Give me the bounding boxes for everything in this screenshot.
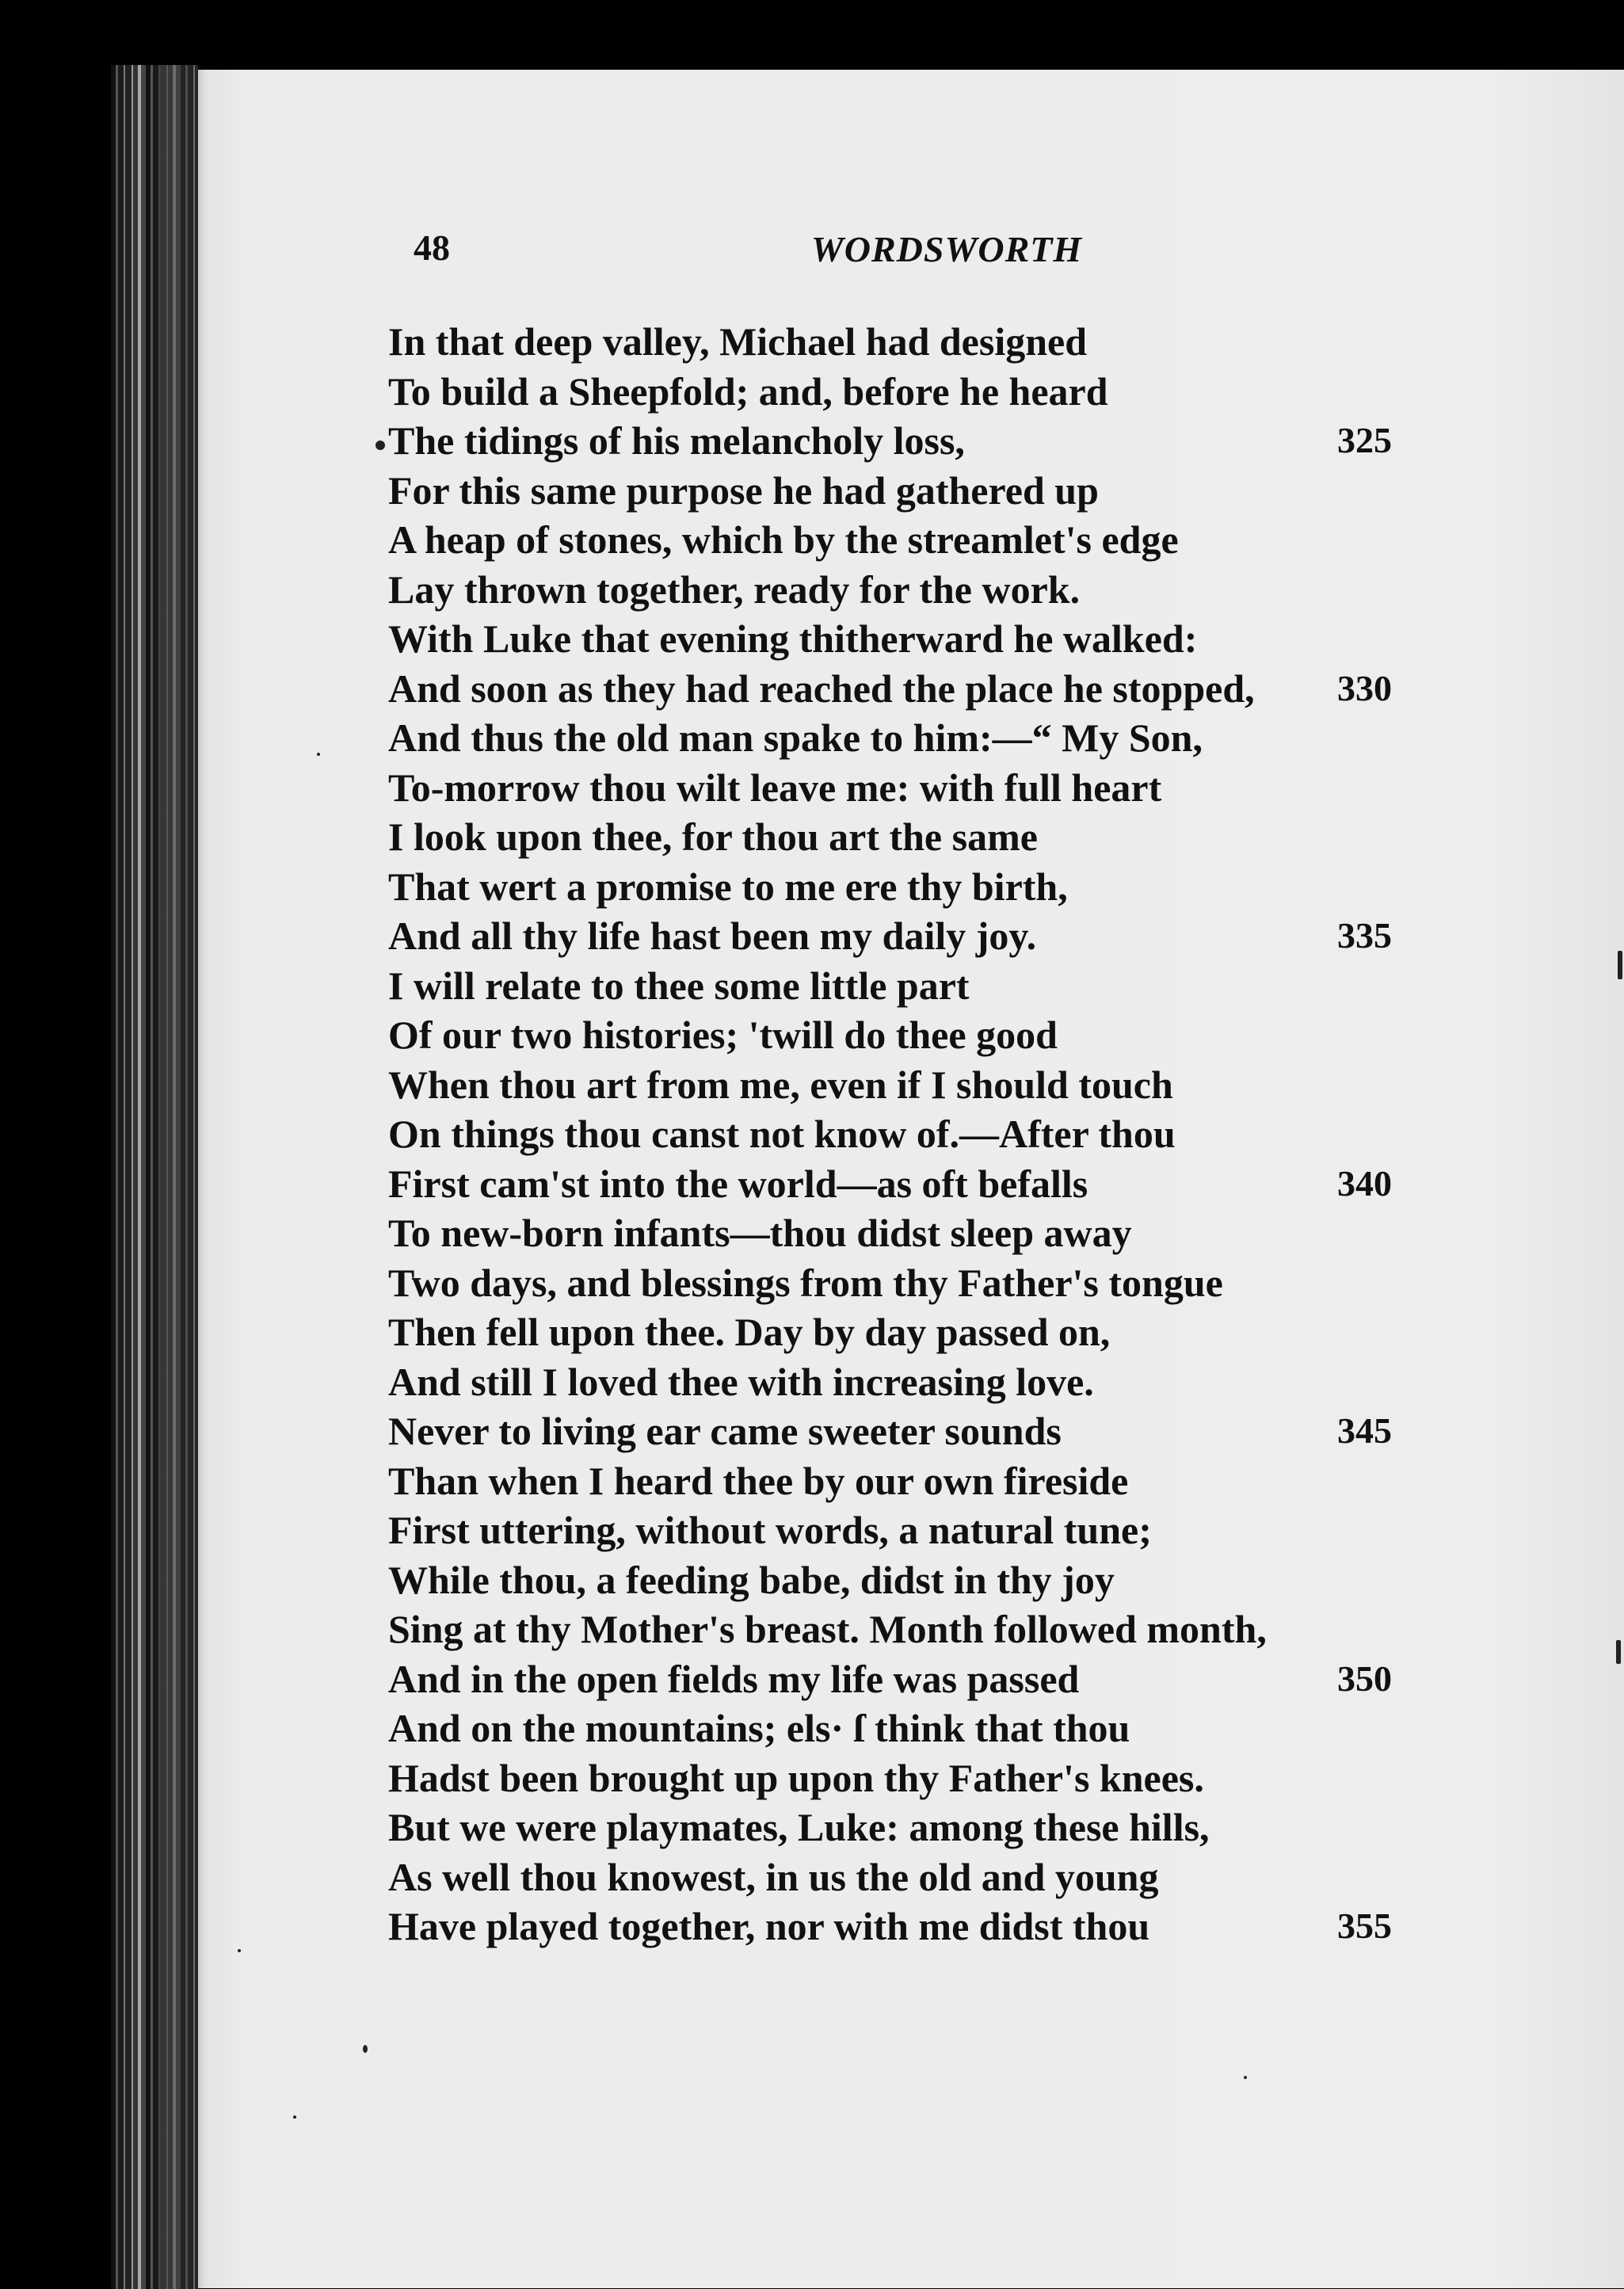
poem-line-text: I will relate to thee some little part bbox=[388, 963, 970, 1008]
scan-speck bbox=[376, 441, 385, 450]
scan-speck bbox=[1618, 951, 1622, 979]
poem-line bbox=[388, 1902, 1434, 1951]
poem-line-text: A heap of stones, which by the streamlet's edge bbox=[388, 517, 1179, 562]
poem-line bbox=[388, 664, 1434, 714]
poem-line bbox=[388, 862, 1434, 912]
poem-line bbox=[388, 763, 1434, 813]
poem-line bbox=[388, 1060, 1434, 1110]
poem-line bbox=[388, 1159, 1434, 1209]
poem-line bbox=[388, 713, 1434, 763]
poem-line bbox=[388, 1604, 1434, 1654]
poem-line bbox=[388, 1307, 1434, 1357]
poem-line-text: First uttering, without words, a natural tune; bbox=[388, 1508, 1152, 1552]
poem-line-text: Than when I heard thee by our own fireside bbox=[388, 1458, 1129, 1503]
poem-line bbox=[388, 1010, 1434, 1060]
poem-line bbox=[388, 416, 1434, 466]
poem-line bbox=[388, 565, 1434, 615]
poem-line-text: That wert a promise to me ere thy birth, bbox=[388, 864, 1068, 909]
poem-line bbox=[388, 515, 1434, 565]
poem-line-text: Then fell upon thee. Day by day passed on, bbox=[388, 1310, 1111, 1354]
page-title: WORDSWORTH bbox=[810, 229, 1083, 269]
poem-line bbox=[388, 1505, 1434, 1555]
scan-speck bbox=[238, 1949, 241, 1952]
scan-speck bbox=[1244, 2076, 1247, 2079]
poem-line bbox=[388, 1208, 1434, 1258]
poem-line bbox=[388, 911, 1434, 961]
poem-line bbox=[388, 1753, 1434, 1803]
poem-line bbox=[388, 367, 1434, 417]
running-head bbox=[412, 214, 1553, 285]
scan-speck bbox=[317, 753, 320, 756]
poem-line bbox=[388, 1555, 1434, 1605]
line-number: 325 bbox=[1337, 420, 1392, 460]
poem-line-text: To-morrow thou wilt leave me: with full heart bbox=[388, 765, 1162, 810]
poem-line-text: Two days, and blessings from thy Father's tongue bbox=[388, 1260, 1223, 1305]
line-number: 350 bbox=[1337, 1658, 1392, 1699]
poem-line bbox=[388, 1803, 1434, 1852]
poem-line-text: First cam'st into the world—as oft befalls bbox=[388, 1161, 1088, 1206]
poem-body bbox=[388, 317, 1434, 1951]
poem-line bbox=[388, 961, 1434, 1011]
poem-line-text: And soon as they had reached the place he stopped, bbox=[388, 666, 1255, 711]
poem-line-text: Of our two histories; 'twill do thee good bbox=[388, 1013, 1058, 1057]
poem-line-text: Have played together, nor with me didst thou bbox=[388, 1904, 1150, 1948]
poem-line-text: I look upon thee, for thou art the same bbox=[388, 815, 1038, 859]
poem-line bbox=[388, 1357, 1434, 1407]
poem-line bbox=[388, 1852, 1434, 1902]
scan-speck bbox=[293, 2115, 296, 2119]
poem-line bbox=[388, 1654, 1434, 1704]
poem-line bbox=[388, 1703, 1434, 1753]
poem-line-text: And in the open fields my life was passed bbox=[388, 1656, 1080, 1701]
poem-line-text: When thou art from me, even if I should touch bbox=[388, 1062, 1173, 1107]
line-number: 355 bbox=[1337, 1906, 1392, 1946]
poem-line bbox=[388, 1456, 1434, 1506]
poem-line-text: And all thy life hast been my daily joy. bbox=[388, 914, 1037, 958]
scan-speck bbox=[1616, 1640, 1621, 1664]
line-number: 330 bbox=[1337, 667, 1392, 708]
page-number: 48 bbox=[414, 227, 450, 268]
poem-line-text: And thus the old man spake to him:—“ My Son, bbox=[388, 715, 1203, 760]
poem-line-text: With Luke that evening thitherward he walked: bbox=[388, 616, 1198, 661]
poem-line-text: On things thou canst not know of.—After thou bbox=[388, 1112, 1176, 1156]
line-number: 335 bbox=[1337, 915, 1392, 956]
poem-line-text: To build a Sheepfold; and, before he heard bbox=[388, 368, 1108, 414]
poem-line-text: As well thou knowest, in us the old and young bbox=[388, 1854, 1159, 1899]
poem-line-text: The tidings of his melancholy loss, bbox=[388, 418, 965, 463]
poem-line-text: Lay thrown together, ready for the work. bbox=[388, 567, 1081, 612]
poem-line bbox=[388, 812, 1434, 862]
line-number: 345 bbox=[1337, 1410, 1392, 1451]
poem-line-text: For this same purpose he had gathered up bbox=[388, 467, 1099, 513]
line-number: 340 bbox=[1337, 1162, 1392, 1204]
poem-line bbox=[388, 317, 1434, 367]
poem-line bbox=[388, 1109, 1434, 1159]
scan-speck bbox=[363, 2045, 368, 2053]
poem-line-text: And on the mountains; els· ſ think that thou bbox=[388, 1706, 1130, 1750]
poem-line-text: But we were playmates, Luke: among these hills, bbox=[388, 1805, 1210, 1849]
poem-line-text: While thou, a feeding babe, didst in thy joy bbox=[388, 1557, 1115, 1602]
poem-line bbox=[388, 1258, 1434, 1308]
poem-line bbox=[388, 466, 1434, 516]
poem-line-text: To new-born infants—thou didst sleep away bbox=[388, 1211, 1132, 1255]
poem-line bbox=[388, 614, 1434, 664]
poem-line-text: Hadst been brought up upon thy Father's knees. bbox=[388, 1755, 1204, 1800]
poem-line-text: And still I loved thee with increasing love. bbox=[388, 1359, 1094, 1404]
poem-line bbox=[388, 1406, 1434, 1456]
poem-line-text: Sing at thy Mother's breast. Month followed month, bbox=[388, 1607, 1267, 1651]
poem-line-text: Never to living ear came sweeter sounds bbox=[388, 1409, 1062, 1453]
gutter-shadow bbox=[158, 65, 206, 2289]
poem-line-text: In that deep valley, Michael had designed bbox=[388, 319, 1088, 364]
